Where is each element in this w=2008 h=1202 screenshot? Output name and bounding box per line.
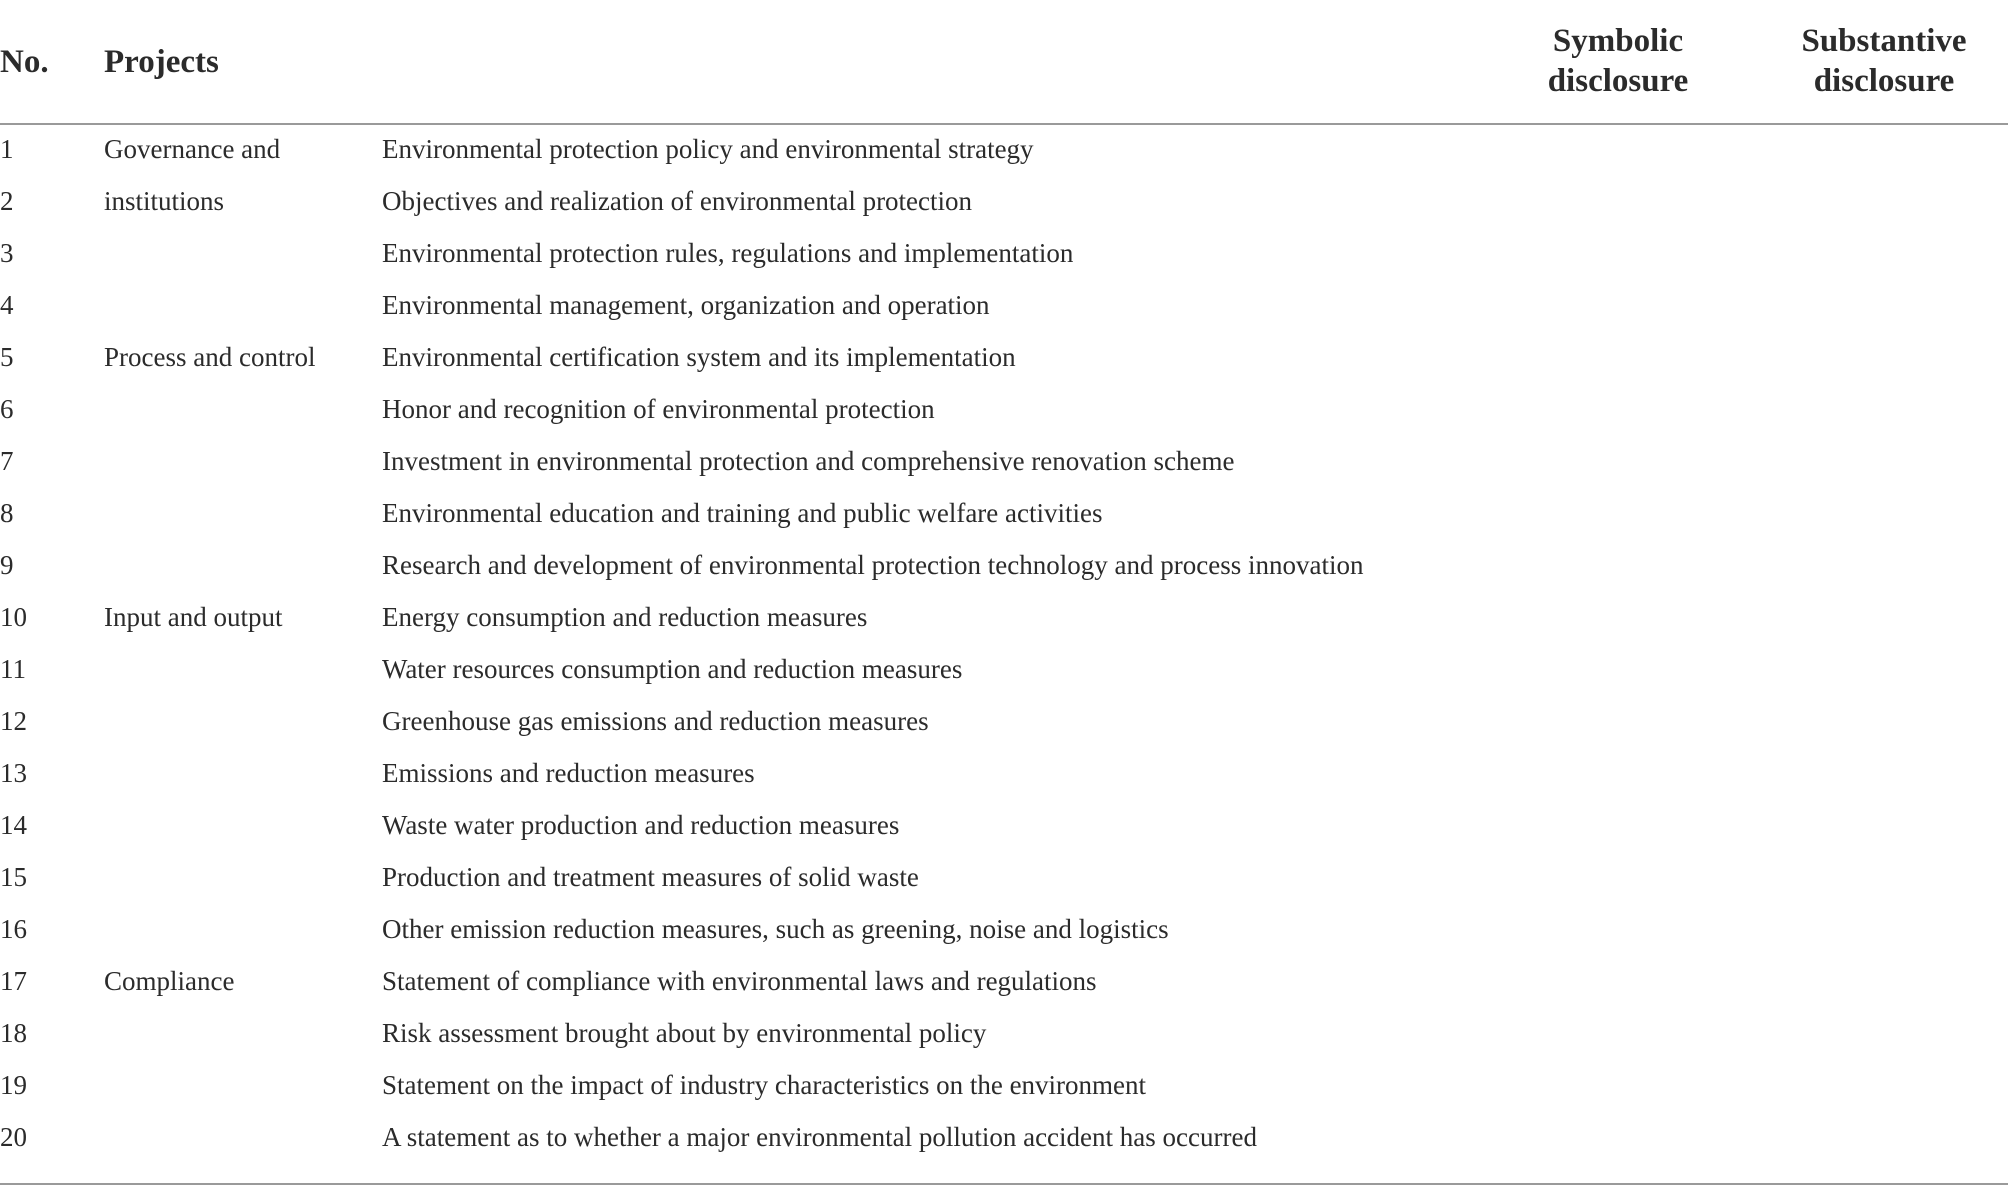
table-row [0, 232, 2008, 284]
table-row [0, 1012, 2008, 1064]
row-item: Emissions and reduction measures [382, 758, 755, 788]
row-number: 8 [0, 498, 14, 528]
table-row [0, 492, 2008, 544]
row-number: 14 [0, 810, 27, 840]
row-number: 4 [0, 290, 14, 320]
row-item: Production and treatment measures of solid waste [382, 862, 919, 892]
row-item: Investment in environmental protection and comprehensive renovation scheme [382, 446, 1235, 476]
row-project: Governance and [104, 134, 281, 164]
table-bottom-rule [0, 1183, 2008, 1185]
row-item: Objectives and realization of environmental protection [382, 186, 973, 216]
table-row [0, 648, 2008, 700]
table-row [0, 440, 2008, 492]
row-item: Environmental protection policy and environmental strategy [382, 134, 1034, 164]
row-item: Research and development of environmental protection technology and process innovation [382, 550, 1364, 580]
table-row [0, 700, 2008, 752]
row-number: 2 [0, 186, 14, 216]
row-item: Environmental management, organization and operation [382, 290, 990, 320]
row-item: Environmental education and training and public welfare activities [382, 498, 1103, 528]
row-number: 20 [0, 1122, 27, 1152]
table-row [0, 960, 2008, 1012]
header-symbolic-line1: Symbolic [1552, 23, 1684, 59]
row-number: 9 [0, 550, 14, 580]
row-item: Energy consumption and reduction measures [382, 602, 868, 632]
table-row [0, 544, 2008, 596]
row-item: Waste water production and reduction measures [382, 810, 900, 840]
header-divider [0, 123, 2008, 125]
row-number: 3 [0, 238, 14, 268]
table-row [0, 752, 2008, 804]
header-symbolic-disclosure [1500, 21, 1736, 101]
table-row [0, 180, 2008, 232]
row-item: Environmental certification system and its implementation [382, 342, 1016, 372]
table-row [0, 908, 2008, 960]
row-item: Statement of compliance with environmental laws and regulations [382, 966, 1097, 996]
row-project: Input and output [104, 602, 283, 632]
row-project: institutions [104, 186, 225, 216]
row-item: Risk assessment brought about by environmental policy [382, 1018, 987, 1048]
row-number: 17 [0, 966, 27, 996]
row-number: 11 [0, 654, 26, 684]
row-item: Water resources consumption and reduction measures [382, 654, 963, 684]
header-substantive-line2: disclosure [1813, 63, 1955, 99]
table-row [0, 1064, 2008, 1116]
row-number: 10 [0, 602, 27, 632]
row-number: 19 [0, 1070, 27, 1100]
row-number: 6 [0, 394, 14, 424]
table-row [0, 804, 2008, 856]
header-projects: Projects [104, 44, 219, 80]
row-item: Other emission reduction measures, such as greening, noise and logistics [382, 914, 1169, 944]
table-row [0, 596, 2008, 648]
table-row [0, 388, 2008, 440]
row-number: 7 [0, 446, 14, 476]
header-symbolic-line2: disclosure [1547, 63, 1689, 99]
table-header [0, 0, 2008, 124]
header-substantive-line1: Substantive [1801, 23, 1967, 59]
table-row [0, 856, 2008, 908]
row-item: Statement on the impact of industry characteristics on the environment [382, 1070, 1147, 1100]
table-row [0, 336, 2008, 388]
table-row [0, 284, 2008, 336]
row-project: Process and control [104, 342, 316, 372]
row-number: 1 [0, 134, 14, 164]
table-body [0, 128, 2008, 1168]
row-item: Honor and recognition of environmental protection [382, 394, 935, 424]
table-row [0, 128, 2008, 180]
header-substantive-disclosure [1760, 21, 2008, 101]
row-number: 16 [0, 914, 27, 944]
row-number: 15 [0, 862, 27, 892]
row-number: 5 [0, 342, 14, 372]
header-no: No. [0, 44, 49, 80]
row-number: 12 [0, 706, 27, 736]
row-item: A statement as to whether a major environmental pollution accident has occurred [382, 1122, 1257, 1152]
row-number: 18 [0, 1018, 27, 1048]
row-number: 13 [0, 758, 27, 788]
table-row [0, 1116, 2008, 1168]
row-item: Environmental protection rules, regulations and implementation [382, 238, 1074, 268]
row-item: Greenhouse gas emissions and reduction measures [382, 706, 929, 736]
row-project: Compliance [104, 966, 235, 996]
